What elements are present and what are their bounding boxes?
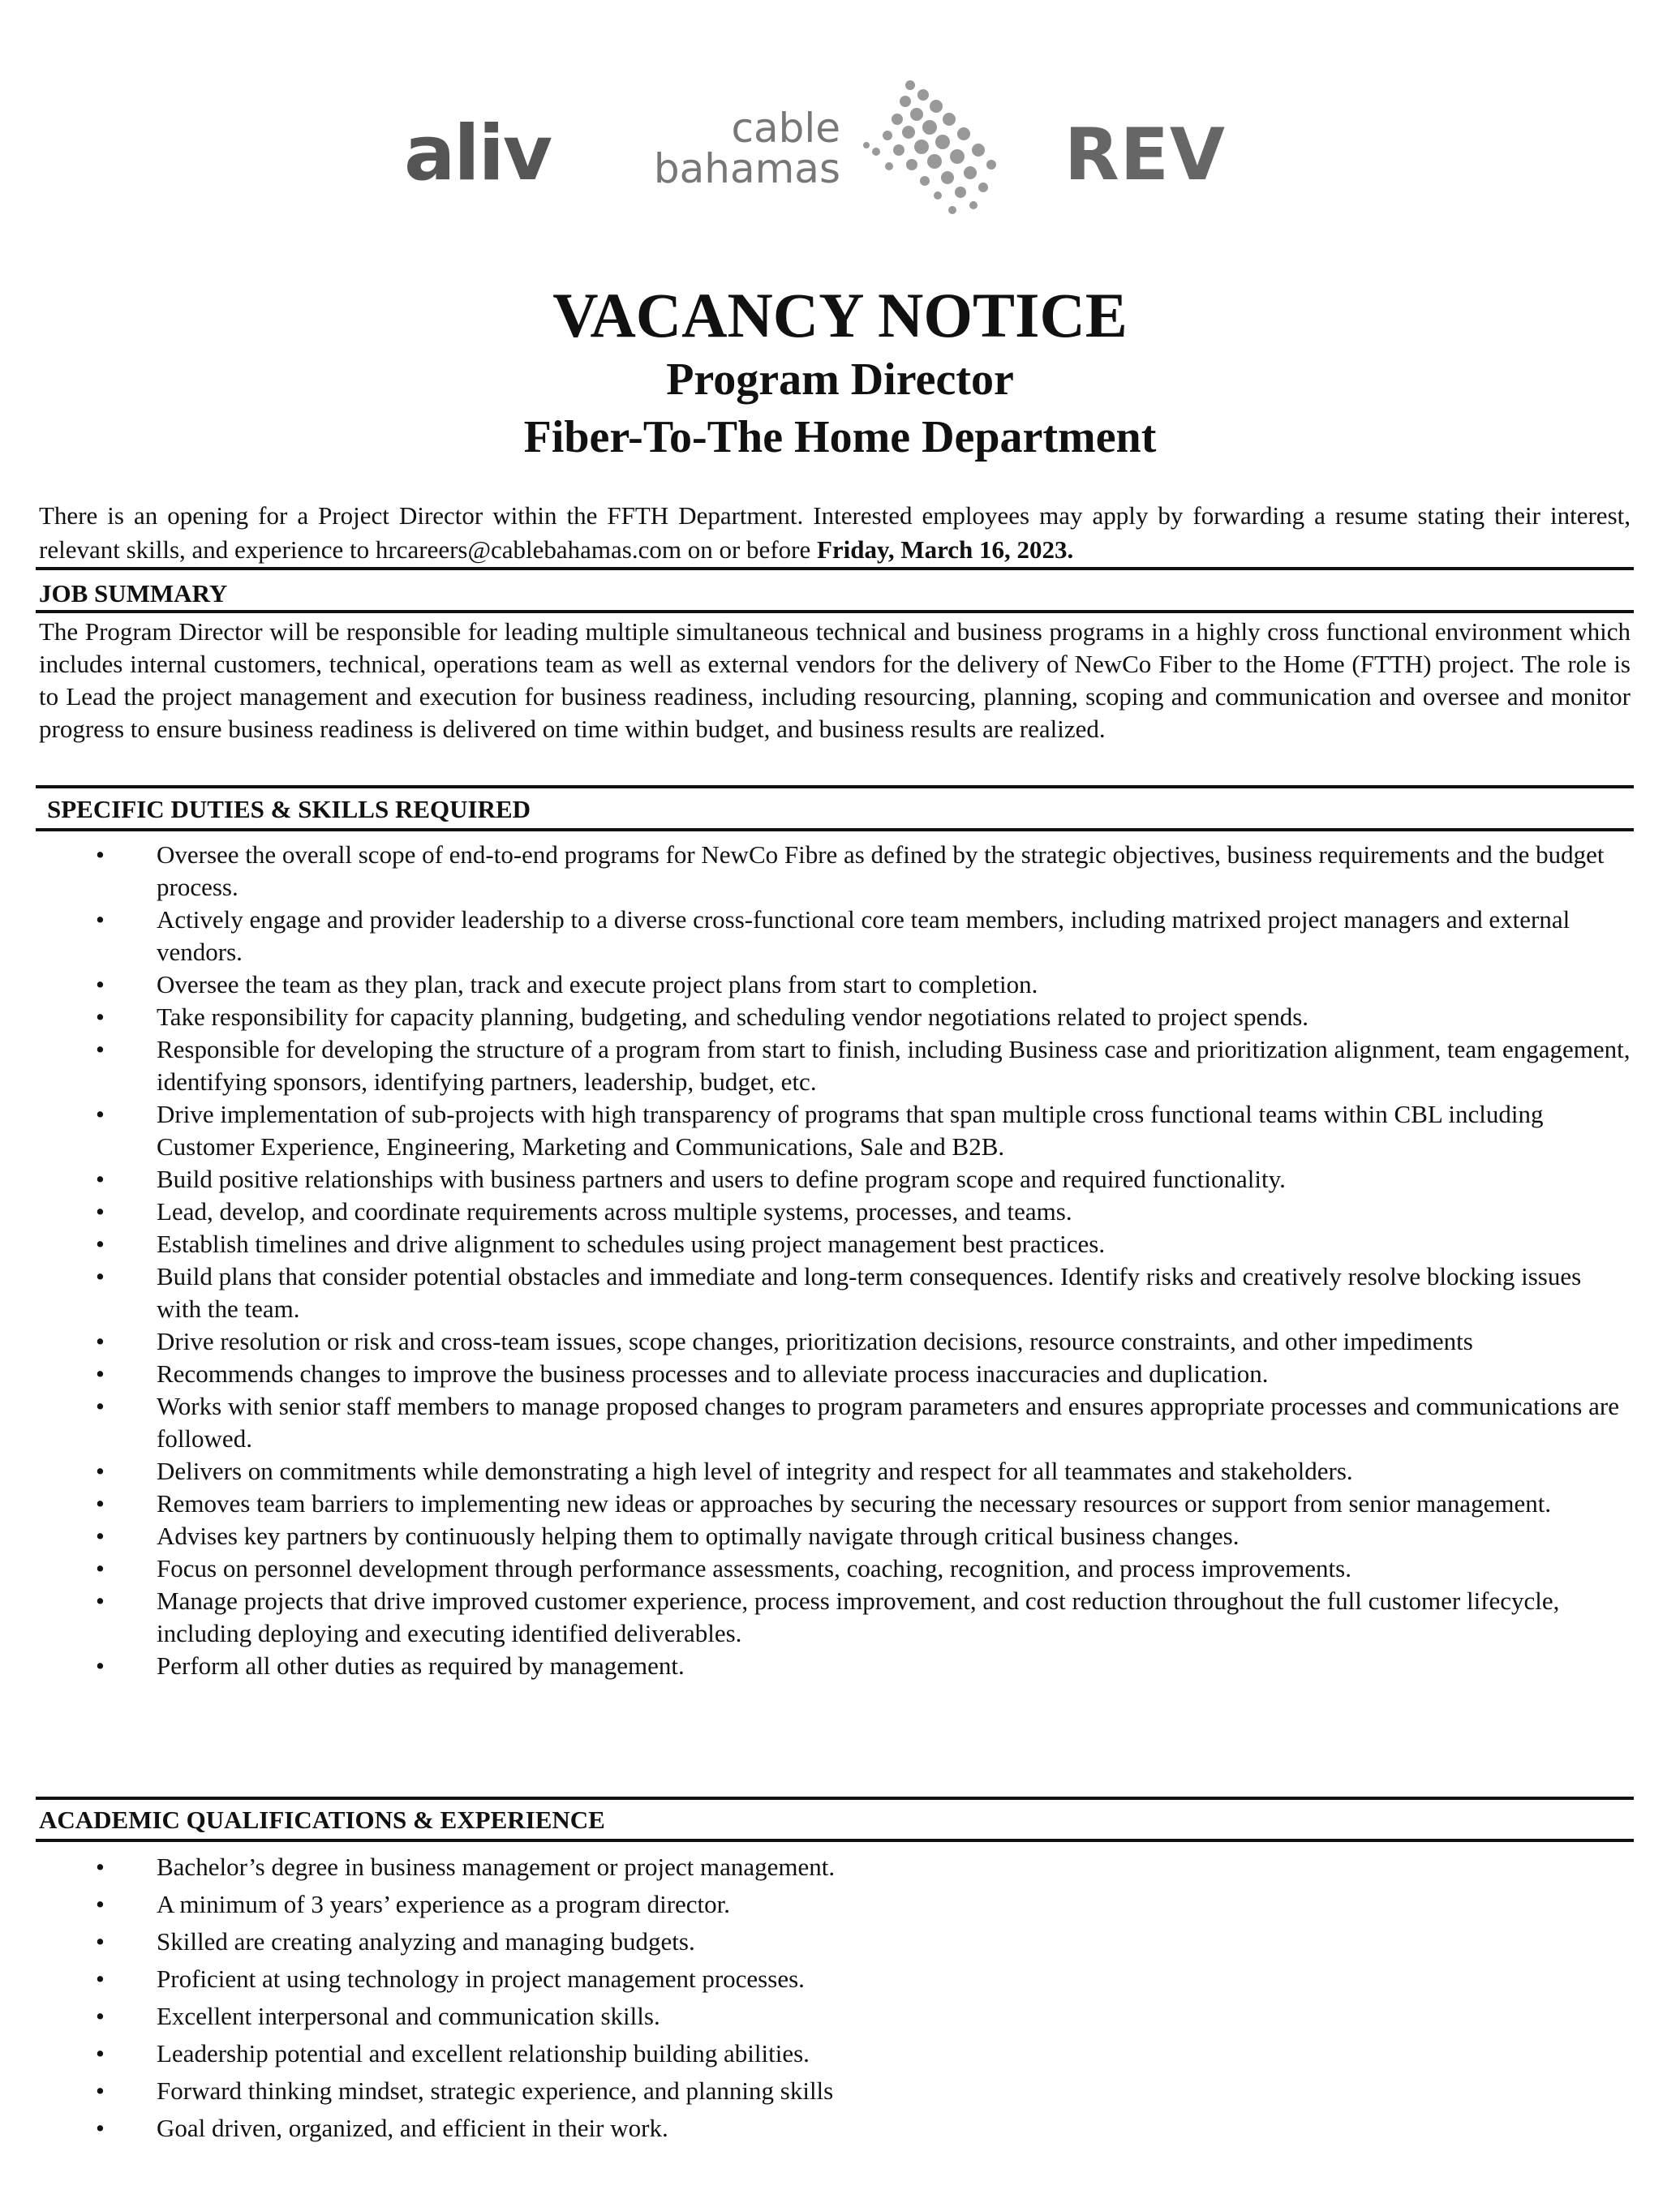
list-item: [0, 1520, 1680, 1552]
bullet: •: [96, 1489, 105, 1518]
duty-text: Advises key partners by continuously helping them to optimally navigate through critical business changes.: [157, 1522, 1240, 1550]
bullet: •: [96, 1457, 105, 1485]
list-item: [0, 1098, 1680, 1163]
bullet: •: [96, 1359, 105, 1388]
bullet: •: [96, 1853, 105, 1881]
duty-text: Delivers on commitments while demonstrating a high level of integrity and respect for all teammates and stakeholders.: [157, 1457, 1353, 1485]
list-item: [0, 1358, 1680, 1390]
duty-text: Lead, develop, and coordinate requirements across multiple systems, processes, and teams.: [157, 1197, 1072, 1226]
section-divider: [36, 785, 1634, 788]
bullet: •: [96, 1522, 105, 1550]
list-item: [0, 1325, 1680, 1358]
qualification-text: Bachelor’s degree in business management or project management.: [157, 1853, 836, 1881]
list-item: [0, 839, 1680, 904]
duties-heading: SPECIFIC DUTIES & SKILLS REQUIRED: [47, 795, 531, 823]
list-item: [0, 1488, 1680, 1520]
duty-text: Responsible for developing the structure of a program from start to finish, including Business case and prioritization alignment, team engagement, identifying sponsors, identifying partners, leadership, budget, etc.: [157, 1035, 1631, 1096]
list-item: [0, 968, 1680, 1001]
list-item: [0, 1923, 1680, 1960]
bullet: •: [96, 1035, 105, 1063]
duty-text: Manage projects that drive improved customer experience, process improvement, and cost reduction throughout the full customer lifecycle, including deploying and executing identified deliverables.: [157, 1587, 1560, 1647]
notice-title: VACANCY NOTICE: [552, 280, 1128, 350]
section-divider: [36, 1797, 1634, 1800]
duties-list: [0, 839, 1680, 1682]
bullet: •: [96, 2039, 105, 2068]
list-item: [0, 2035, 1680, 2072]
qualification-text: Skilled are creating analyzing and managing budgets.: [157, 1927, 695, 1956]
duty-text: Build positive relationships with business partners and users to define program scope and required functionality.: [157, 1165, 1286, 1193]
list-item: [0, 1849, 1680, 1886]
list-item: [0, 1390, 1680, 1455]
duty-text: Drive resolution or risk and cross-team issues, scope changes, prioritization decisions, resource constraints, and other impediments: [157, 1327, 1473, 1355]
section-divider: [36, 610, 1634, 613]
duty-text: Oversee the overall scope of end-to-end programs for NewCo Fibre as defined by the strategic objectives, business requirements and the budget process.: [157, 840, 1605, 901]
duty-text: Removes team barriers to implementing new ideas or approaches by securing the necessary resources or support from senior management.: [157, 1489, 1552, 1518]
cable-bahamas-logo-line1: cable: [731, 105, 840, 152]
bullet: •: [96, 1327, 105, 1355]
list-item: [0, 2072, 1680, 2110]
qualification-text: Leadership potential and excellent relationship building abilities.: [157, 2039, 810, 2068]
bullet: •: [96, 1927, 105, 1956]
qualification-text: Proficient at using technology in project management processes.: [157, 1965, 805, 1993]
bullet: •: [96, 1587, 105, 1615]
bullet: •: [96, 1965, 105, 1993]
list-item: [0, 904, 1680, 968]
duty-text: Oversee the team as they plan, track and execute project plans from start to completion.: [157, 970, 1038, 998]
bullet: •: [96, 1890, 105, 1918]
list-item: [0, 1650, 1680, 1682]
bullet: •: [96, 2076, 105, 2105]
list-item: [0, 1960, 1680, 1998]
aliv-logo: aliv: [404, 110, 552, 198]
duty-text: Actively engage and provider leadership to a diverse cross-functional core team members, including matrixed project managers and external vendors.: [157, 905, 1570, 966]
duty-text: Recommends changes to improve the business processes and to alleviate process inaccuracies and duplication.: [157, 1359, 1269, 1388]
section-divider: [36, 567, 1634, 570]
bullet: •: [96, 1003, 105, 1031]
bullet: •: [96, 1165, 105, 1193]
duty-text: Establish timelines and drive alignment to schedules using project management best practices.: [157, 1230, 1106, 1258]
qualification-text: Forward thinking mindset, strategic experience, and planning skills: [157, 2076, 834, 2105]
duty-text: Focus on personnel development through performance assessments, coaching, recognition, and process improvements.: [157, 1554, 1351, 1582]
bullet: •: [96, 905, 105, 934]
bullet: •: [96, 1651, 105, 1680]
job-summary-heading: JOB SUMMARY: [39, 579, 228, 608]
list-item: [0, 1886, 1680, 1923]
qualification-text: Goal driven, organized, and efficient in their work.: [157, 2114, 668, 2142]
intro-paragraph: [39, 499, 1631, 567]
qualification-text: Excellent interpersonal and communication skills.: [157, 2002, 660, 2030]
duty-text: Build plans that consider potential obstacles and immediate and long-term consequences. Identify risks and creatively resolve blocking issues with the team.: [157, 1262, 1582, 1323]
bullet: •: [96, 1100, 105, 1128]
list-item: [0, 1998, 1680, 2035]
list-item: [0, 1001, 1680, 1033]
qualifications-list: [0, 1849, 1680, 2147]
list-item: [0, 1228, 1680, 1260]
intro-text: There is an opening for a Project Director within the FFTH Department. Interested employees may apply by forwarding a resume stating their interest, relevant skills, and experience to hrcareers@cablebahamas.com on or before: [39, 501, 1631, 564]
list-item: [0, 1196, 1680, 1228]
qualifications-heading: ACADEMIC QUALIFICATIONS & EXPERIENCE: [39, 1806, 605, 1834]
application-deadline: Friday, March 16, 2023.: [816, 535, 1074, 564]
bullet: •: [96, 2002, 105, 2030]
rev-logo: REV: [1064, 113, 1226, 196]
job-summary-text: The Program Director will be responsible for leading multiple simultaneous technical and business programs in a highly cross functional environment which includes internal customers, technical, operations team as well as external vendors for the delivery of NewCo Fiber to the Home (FTTH) project. The role is to Lead the project management and execution for business readiness, including resourcing, planning, scoping and communication and oversee and monitor progress to ensure business readiness is delivered on time within budget, and business results are realized.: [39, 617, 1631, 743]
bullet: •: [96, 2114, 105, 2142]
duty-text: Take responsibility for capacity planning, budgeting, and scheduling vendor negotiations related to project spends.: [157, 1003, 1309, 1031]
cable-bahamas-dots-icon: [852, 77, 1006, 223]
list-item: [0, 1455, 1680, 1488]
cable-bahamas-logo-line2: bahamas: [653, 145, 840, 192]
bullet: •: [96, 970, 105, 998]
bullet: •: [96, 1554, 105, 1582]
list-item: [0, 1585, 1680, 1650]
bullet: •: [96, 1262, 105, 1290]
list-item: [0, 1260, 1680, 1325]
list-item: [0, 1552, 1680, 1585]
qualification-text: A minimum of 3 years’ experience as a program director.: [157, 1890, 731, 1918]
cable-bahamas-logo: [638, 105, 840, 192]
bullet: •: [96, 840, 105, 869]
bullet: •: [96, 1392, 105, 1420]
logo-bar: [0, 77, 1680, 223]
list-item: [0, 1163, 1680, 1196]
bullet: •: [96, 1197, 105, 1226]
position-title: Program Director: [666, 354, 1014, 405]
section-divider: [36, 1839, 1634, 1842]
list-item: [0, 1033, 1680, 1098]
duty-text: Perform all other duties as required by management.: [157, 1651, 685, 1680]
section-divider: [36, 828, 1634, 831]
bullet: •: [96, 1230, 105, 1258]
department-title: Fiber-To-The Home Department: [523, 412, 1157, 462]
duty-text: Works with senior staff members to manage proposed changes to program parameters and ensures appropriate processes and communications are followed.: [157, 1392, 1619, 1453]
duty-text: Drive implementation of sub-projects with high transparency of programs that span multiple cross functional teams within CBL including Customer Experience, Engineering, Marketing and Communications, Sale and B2B.: [157, 1100, 1544, 1161]
list-item: [0, 2110, 1680, 2147]
